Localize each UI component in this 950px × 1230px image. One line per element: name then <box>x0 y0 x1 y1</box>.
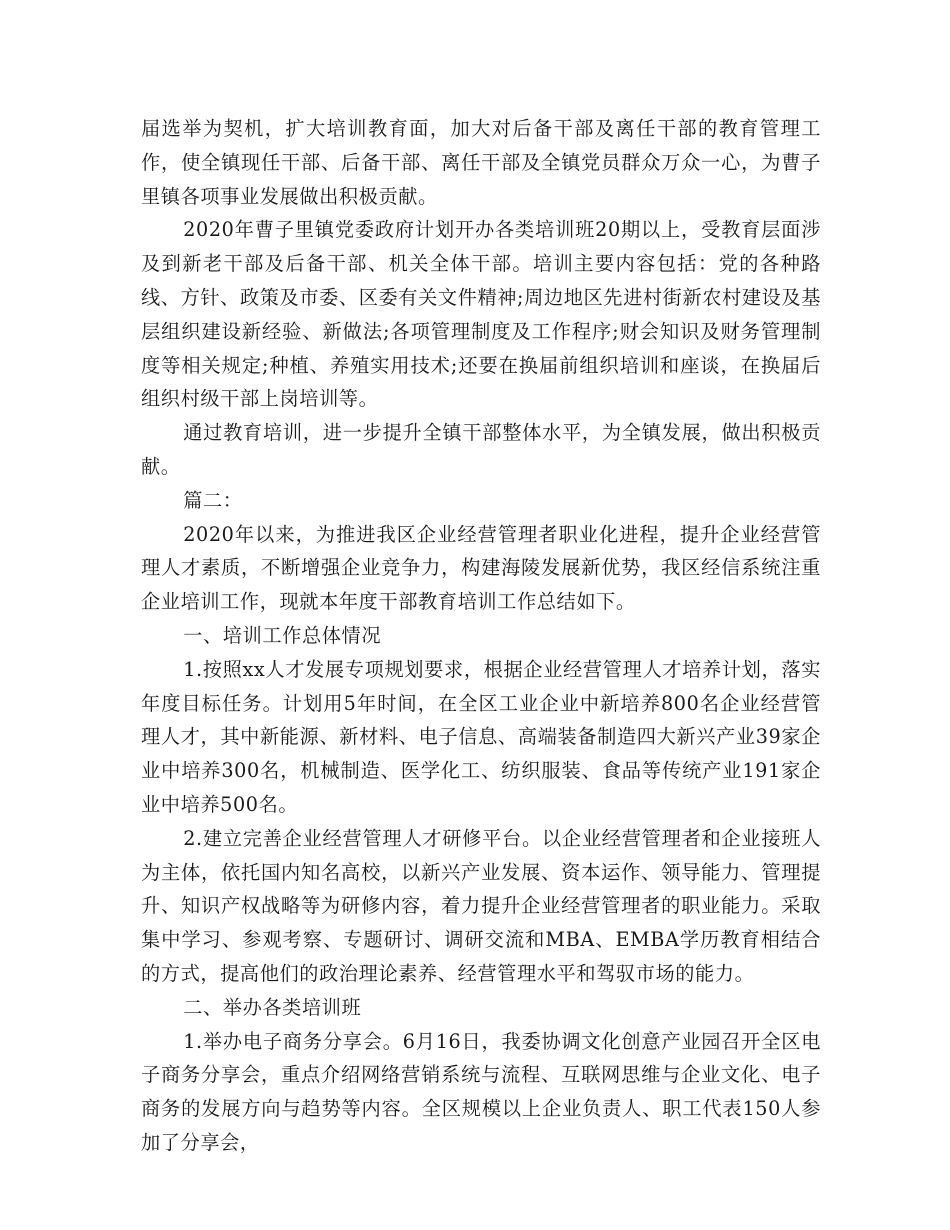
paragraph: 1.按照xx人才发展专项规划要求，根据企业经营管理人才培养计划，落实年度目标任务。计划用5年时间，在全区工业企业中新培养800名企业经营管理人才，其中新能源、新材料、电子信息、高端装备制造四大新兴产业39家企业中培养300名，机械制造、医学化工、纺织服装、食品等传统产业191家企业中培养500名。 <box>141 657 821 816</box>
paragraph: 2.建立完善企业经营管理人才研修平台。以企业经营管理者和企业接班人为主体，依托国内知名高校，以新兴产业发展、资本运作、领导能力、管理提升、知识产权战略等为研修内容，着力提升企业经营管理者的职业能力。采取集中学习、参观考察、专题研讨、调研交流和MBA、EMBA学历教育相结合的方式，提高他们的政治理论素养、经营管理水平和驾驭市场的能力。 <box>141 826 821 985</box>
paragraph: 2020年曹子里镇党委政府计划开办各类培训班20期以上，受教育层面涉及到新老干部及后备干部、机关全体干部。培训主要内容包括：党的各种路线、方针、政策及市委、区委有关文件精神;周边地区先进村街新农村建设及基层组织建设新经验、新做法;各项管理制度及工作程序;财会知识及财务管理制度等相关规定;种植、养殖实用技术;还要在换届前组织培训和座谈，在换届后组织村级干部上岗培训等。 <box>141 218 821 411</box>
paragraph: 1.举办电子商务分享会。6月16日，我委协调文化创意产业园召开全区电子商务分享会，重点介绍网络营销系统与流程、互联网思维与企业文化、电子商务的发展方向与趋势等内容。全区规模以上企业负责人、职工代表150人参加了分享会， <box>141 1029 821 1154</box>
document-body <box>141 112 821 1160</box>
paragraph: 2020年以来，为推进我区企业经营管理者职业化进程，提升企业经营管理人才素质，不断增强企业竞争力，构建海陵发展新优势，我区经信系统注重企业培训工作，现就本年度干部教育培训工作总结如下。 <box>141 522 821 614</box>
section-heading: 一、培训工作总体情况 <box>183 623 382 647</box>
paragraph: 通过教育培训，进一步提升全镇干部整体水平，为全镇发展，做出积极贡献。 <box>141 421 821 478</box>
section-heading: 二、举办各类培训班 <box>183 995 362 1019</box>
section-heading: 篇二： <box>183 488 243 512</box>
paragraph: 届选举为契机，扩大培训教育面，加大对后备干部及离任干部的教育管理工作，使全镇现任干部、后备干部、离任干部及全镇党员群众万众一心，为曹子里镇各项事业发展做出积极贡献。 <box>141 117 821 208</box>
